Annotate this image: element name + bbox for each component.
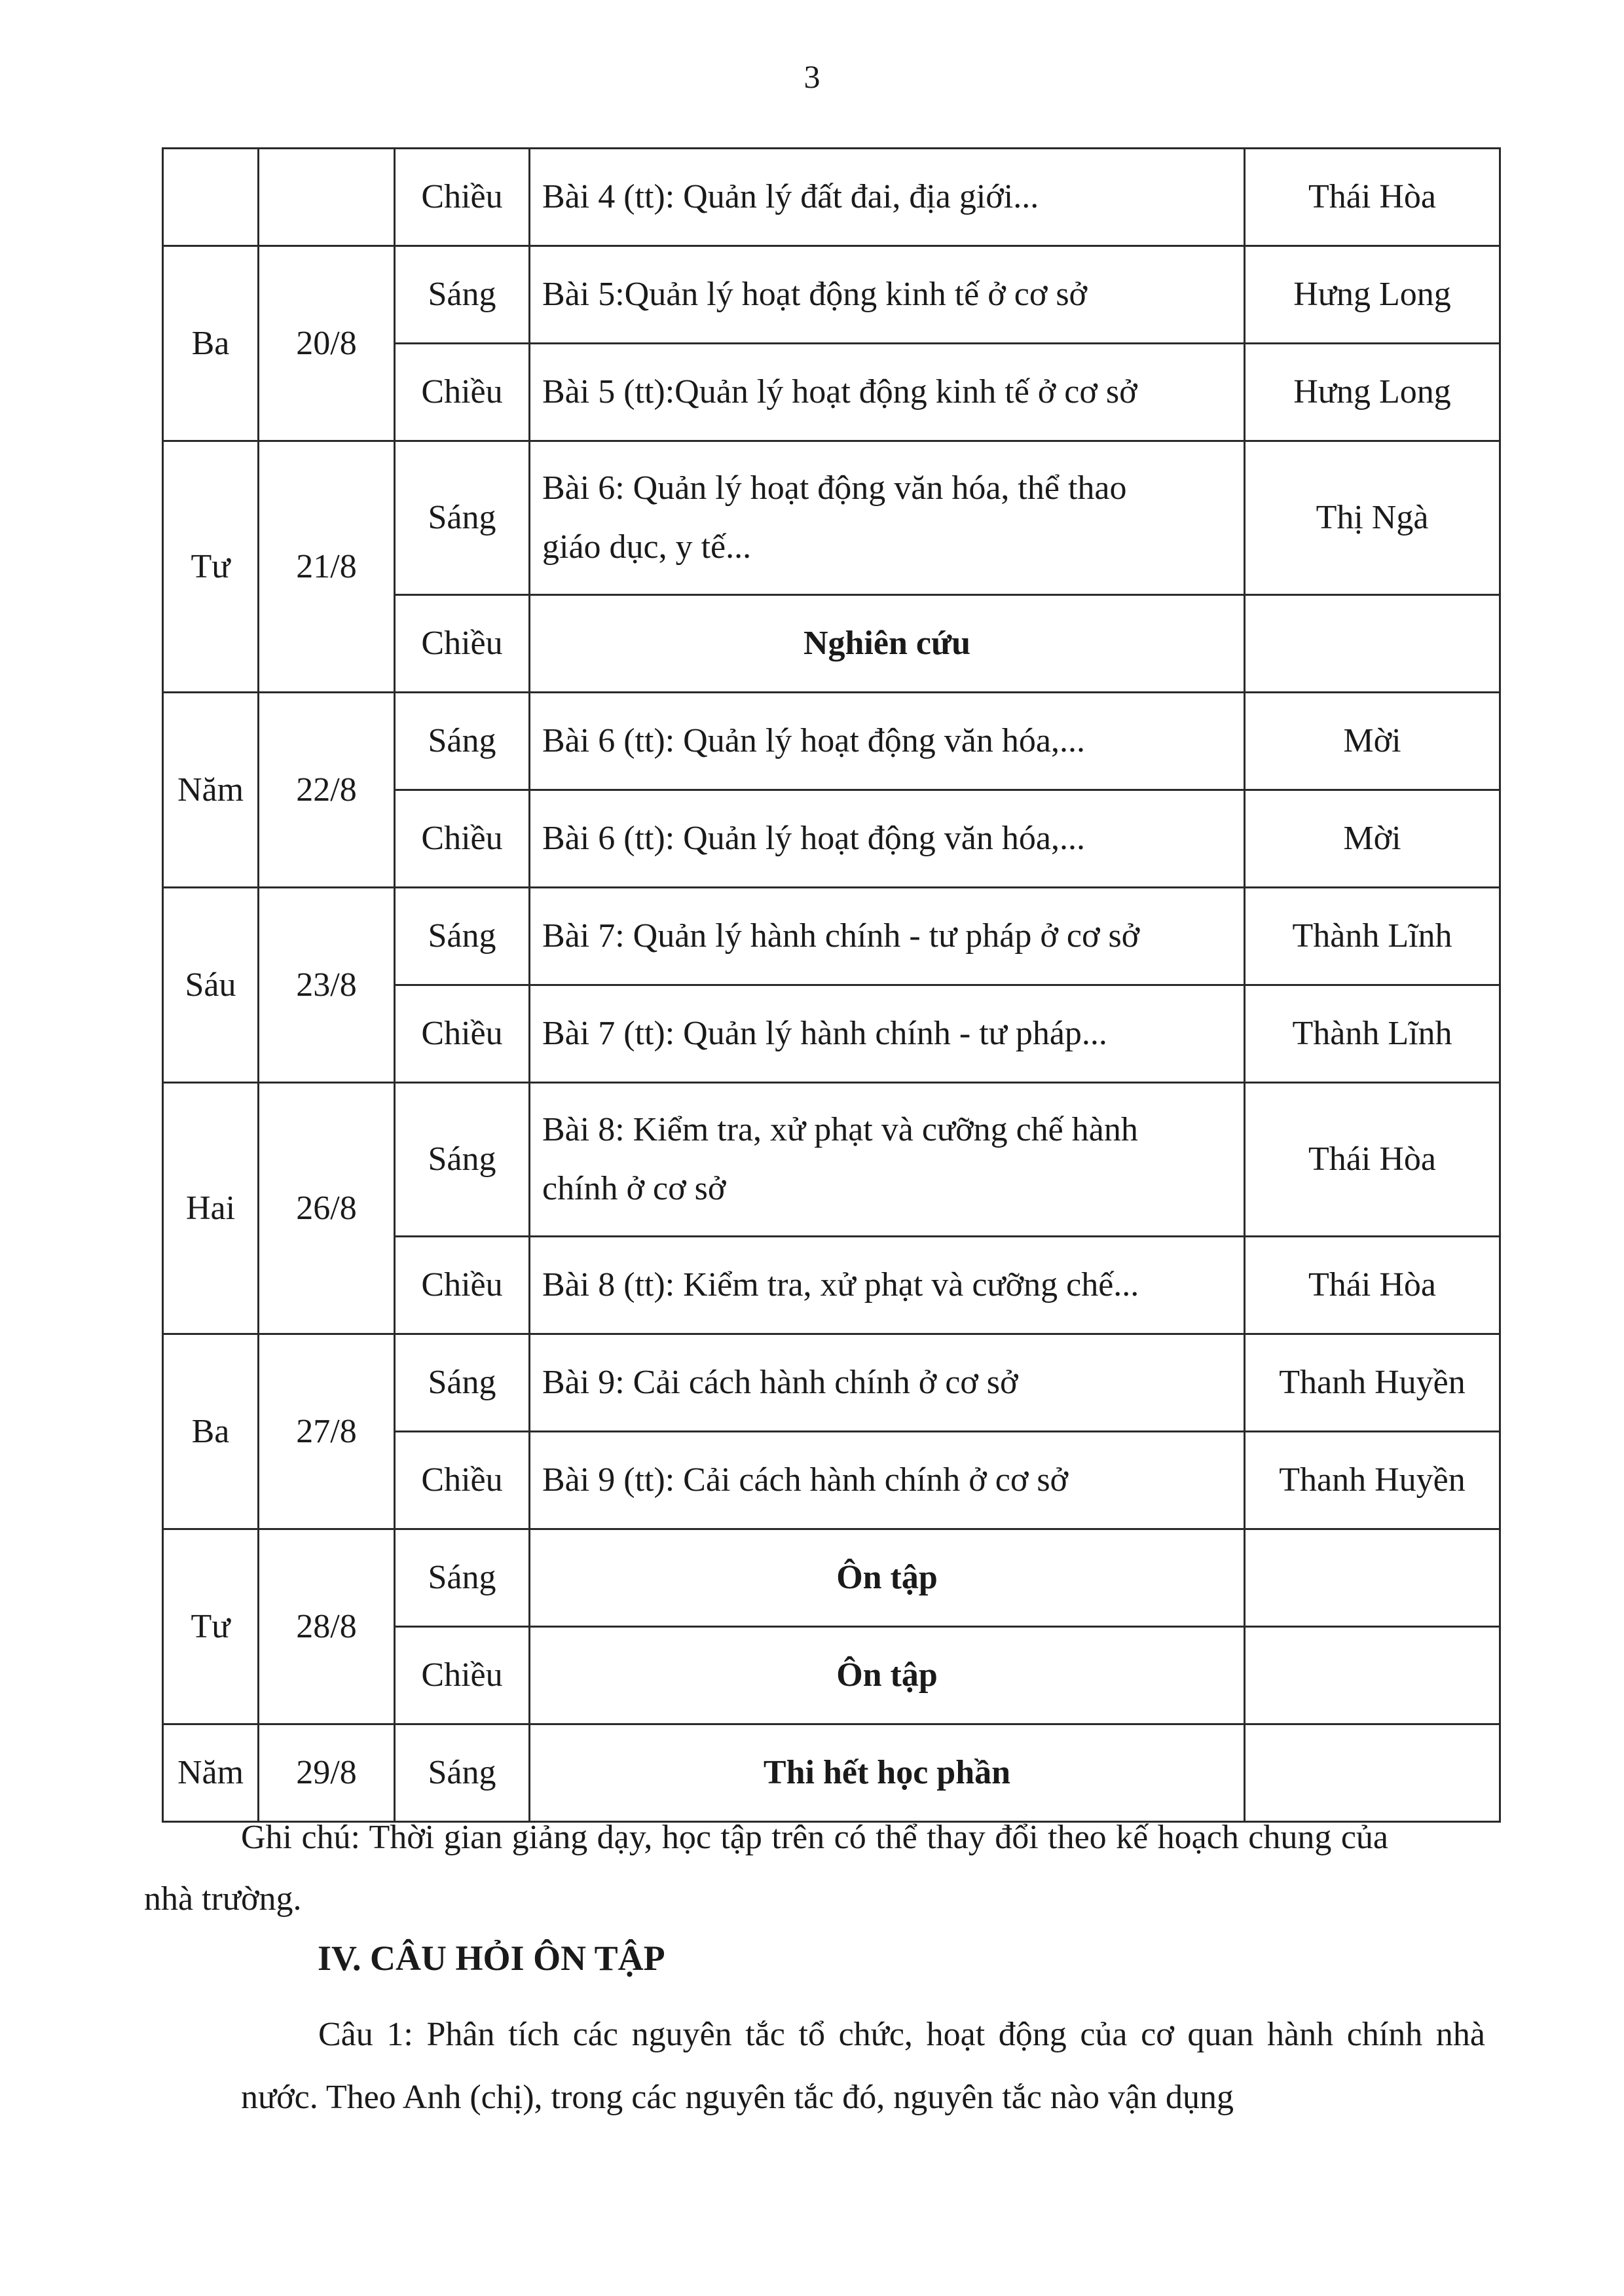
table-row [163, 1334, 1500, 1432]
session-cell: Chiều [395, 149, 530, 246]
teacher-cell: Hưng Long [1245, 246, 1500, 344]
teacher-cell [1245, 595, 1500, 693]
day-cell [163, 149, 259, 246]
session-cell: Sáng [395, 1724, 530, 1822]
review-question: Câu 1: Phân tích các nguyên tắc tổ chức, hoạt động của cơ quan hành chính nhà nước. Theo Anh (chị), trong các nguyên tắc đó, nguyên tắc nào vận dụng [241, 2016, 1485, 2116]
date-cell: 20/8 [259, 246, 395, 441]
topic-line: Bài 8: Kiểm tra, xử phạt và cưỡng chế hành [542, 1111, 1138, 1148]
date-cell: 22/8 [259, 693, 395, 888]
teacher-cell: Thái Hòa [1245, 1237, 1500, 1334]
session-cell: Sáng [395, 693, 530, 790]
day-cell: Tư [163, 441, 259, 693]
day-cell: Năm [163, 1724, 259, 1822]
date-cell: 29/8 [259, 1724, 395, 1822]
topic-line: giáo dục, y tế... [542, 528, 752, 566]
section-heading: IV. CÂU HỎI ÔN TẬP [318, 1939, 665, 1978]
session-cell: Chiều [395, 1432, 530, 1529]
topic-cell: Ôn tập [530, 1529, 1245, 1627]
day-cell: Ba [163, 1334, 259, 1529]
teacher-cell: Mời [1245, 693, 1500, 790]
topic-cell: Bài 6 (tt): Quản lý hoạt động văn hóa,... [530, 790, 1245, 888]
topic-cell: Bài 9 (tt): Cải cách hành chính ở cơ sở [530, 1432, 1245, 1529]
schedule-note: Ghi chú: Thời gian giảng dạy, học tập trên có thể thay đổi theo kế hoạch chung của nhà trường. [144, 1819, 1388, 1918]
day-cell: Hai [163, 1083, 259, 1334]
table-row [163, 246, 1500, 344]
topic-line: Bài 6: Quản lý hoạt động văn hóa, thể thao [542, 469, 1127, 507]
topic-cell: Nghiên cứu [530, 595, 1245, 693]
topic-cell: Bài 8 (tt): Kiểm tra, xử phạt và cưỡng chế... [530, 1237, 1245, 1334]
page-number: 3 [803, 58, 821, 95]
session-cell: Sáng [395, 888, 530, 985]
teacher-cell: Hưng Long [1245, 344, 1500, 441]
table-row [163, 1529, 1500, 1627]
day-cell: Ba [163, 246, 259, 441]
session-cell: Sáng [395, 441, 530, 595]
topic-cell: Bài 6 (tt): Quản lý hoạt động văn hóa,... [530, 693, 1245, 790]
session-cell: Sáng [395, 1083, 530, 1237]
topic-cell: Bài 7 (tt): Quản lý hành chính - tư pháp... [530, 985, 1245, 1083]
date-cell: 26/8 [259, 1083, 395, 1334]
topic-cell: Bài 7: Quản lý hành chính - tư pháp ở cơ sở [530, 888, 1245, 985]
teacher-cell: Thái Hòa [1245, 149, 1500, 246]
teacher-cell: Thành Lĩnh [1245, 888, 1500, 985]
teacher-cell: Thái Hòa [1245, 1083, 1500, 1237]
session-cell: Sáng [395, 1334, 530, 1432]
date-cell: 23/8 [259, 888, 395, 1083]
topic-line: chính ở cơ sở [542, 1170, 726, 1207]
session-cell: Chiều [395, 1237, 530, 1334]
date-cell [259, 149, 395, 246]
session-cell: Sáng [395, 1529, 530, 1627]
day-cell: Tư [163, 1529, 259, 1724]
session-cell: Chiều [395, 790, 530, 888]
topic-cell: Ôn tập [530, 1627, 1245, 1724]
teacher-cell: Thị Ngà [1245, 441, 1500, 595]
teacher-cell: Thành Lĩnh [1245, 985, 1500, 1083]
teacher-cell: Thanh Huyền [1245, 1432, 1500, 1529]
table-row [163, 149, 1500, 246]
teacher-cell [1245, 1627, 1500, 1724]
topic-cell: Bài 5:Quản lý hoạt động kinh tế ở cơ sở [530, 246, 1245, 344]
table-row [163, 693, 1500, 790]
topic-cell [530, 1083, 1245, 1237]
date-cell: 21/8 [259, 441, 395, 693]
table-row [163, 441, 1500, 595]
topic-cell: Thi hết học phần [530, 1724, 1245, 1822]
topic-cell: Bài 4 (tt): Quản lý đất đai, địa giới... [530, 149, 1245, 246]
teacher-cell: Mời [1245, 790, 1500, 888]
session-cell: Chiều [395, 595, 530, 693]
topic-cell: Bài 5 (tt):Quản lý hoạt động kinh tế ở cơ sở [530, 344, 1245, 441]
day-cell: Năm [163, 693, 259, 888]
session-cell: Sáng [395, 246, 530, 344]
day-cell: Sáu [163, 888, 259, 1083]
date-cell: 27/8 [259, 1334, 395, 1529]
teacher-cell: Thanh Huyền [1245, 1334, 1500, 1432]
session-cell: Chiều [395, 1627, 530, 1724]
topic-cell: Bài 9: Cải cách hành chính ở cơ sở [530, 1334, 1245, 1432]
teacher-cell [1245, 1529, 1500, 1627]
topic-cell [530, 441, 1245, 595]
session-cell: Chiều [395, 985, 530, 1083]
session-cell: Chiều [395, 344, 530, 441]
table-row [163, 1083, 1500, 1237]
table-row [163, 888, 1500, 985]
date-cell: 28/8 [259, 1529, 395, 1724]
schedule-table [162, 147, 1501, 1823]
